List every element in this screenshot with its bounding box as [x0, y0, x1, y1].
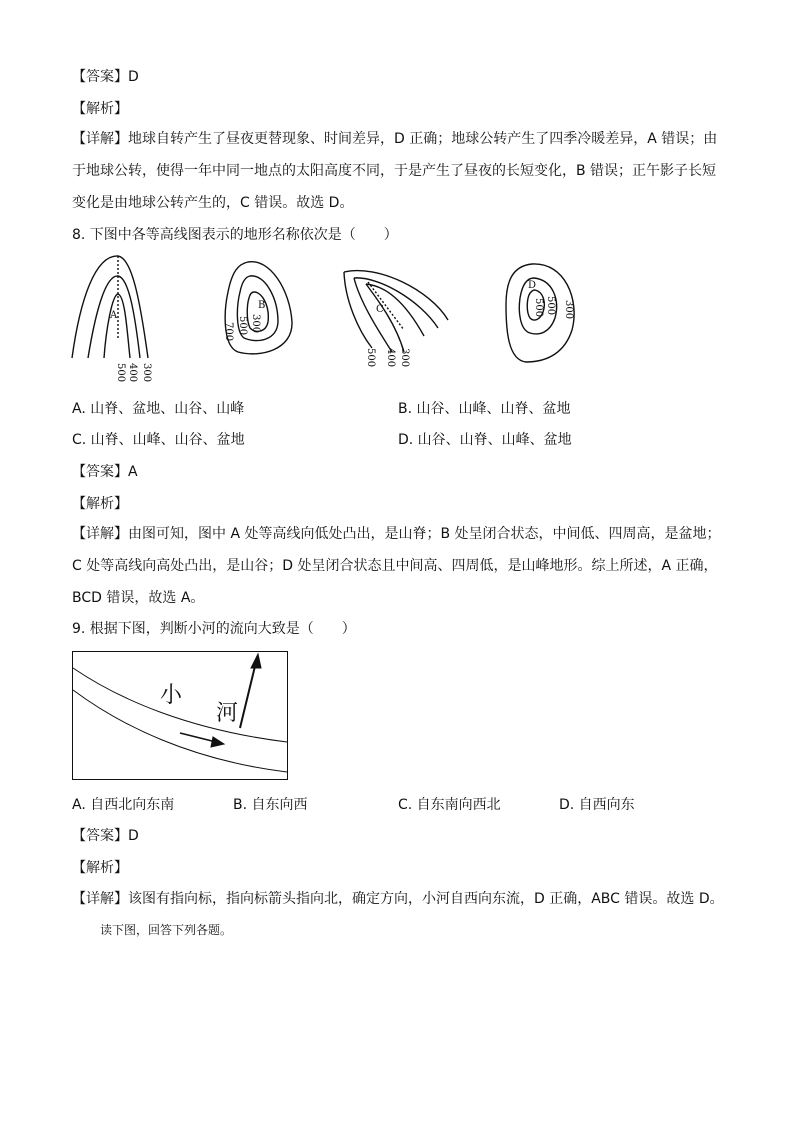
q7-detail: 【详解】地球自转产生了昼夜更替现象、时间差异，D 正确；地球公转产生了四季冷暖差异，A 错误；由于地球公转，使得一年中同一地点的太阳高度不同，于是产生了昼夜的长短变化，B 错误；正午影子长短变化是由地球公转产生的，C 错误。故选 D。 [72, 131, 718, 211]
next-section-prompt: 读下图，回答下列各题。 [100, 923, 233, 937]
q8-fig4-label-300: 300 [563, 300, 574, 320]
q9-stem: 9. 根据下图，判断小河的流向大致是（ ） [72, 621, 356, 637]
q8-fig4-label-500-b: 500 [545, 296, 556, 316]
q9-answer: 【答案】D [72, 828, 139, 844]
q8-stem: 8. 下图中各等高线图表示的地形名称依次是（ ） [72, 227, 398, 243]
q9-figure-frame [73, 652, 288, 780]
q8-option-c: C. 山脊、山峰、山谷、盆地 [72, 432, 245, 448]
q8-fig4-point-label: D [528, 280, 537, 291]
q9-river-char-1: 小 [160, 683, 183, 708]
q8-fig2-label-700: 700 [223, 322, 234, 342]
q8-option-b: B. 山谷、山峰、山脊、盆地 [398, 401, 571, 417]
q8-fig1-label-400: 400 [127, 363, 138, 383]
q8-fig4-label-500-a: 500 [533, 298, 544, 318]
q8-analysis-label: 【解析】 [72, 496, 128, 512]
q9-north-arrow-icon [240, 654, 261, 728]
q8-fig2-label-300: 300 [250, 314, 261, 334]
q8-fig3-label-500: 500 [365, 348, 376, 368]
q9-option-c: C. 自东南向西北 [398, 797, 501, 813]
q8-answer: 【答案】A [72, 464, 138, 480]
q8-fig3-label-300: 300 [399, 348, 410, 368]
q8-fig3-label-400: 400 [385, 348, 396, 368]
q7-answer: 【答案】D [72, 69, 139, 85]
q9-river-char-2: 河 [216, 701, 239, 726]
q8-fig1-point-label: A [110, 310, 118, 321]
q8-fig2-point-label: B [258, 300, 266, 311]
q8-detail: 【详解】由图可知，图中 A 处等高线向低处凸出，是山脊；B 处呈闭合状态，中间低、四周高，是盆地；C 处等高线向高处凸出，是山谷；D 处呈闭合状态且中间高、四周低，是山峰地形。综上所述，A 正确，BCD 错误，故选 A。 [72, 526, 721, 606]
q9-option-b: B. 自东向西 [233, 797, 308, 813]
q8-option-a: A. 山脊、盆地、山谷、山峰 [72, 401, 245, 417]
q9-option-d: D. 自西向东 [559, 797, 635, 813]
q7-analysis-label: 【解析】 [72, 101, 128, 117]
q9-detail: 【详解】该图有指向标，指向标箭头指向北，确定方向，小河自西向东流，D 正确，ABC 错误。故选 D。 [72, 891, 724, 907]
q9-option-a: A. 自西北向东南 [72, 797, 175, 813]
q8-fig1-label-500: 500 [115, 363, 126, 383]
q9-analysis-label: 【解析】 [72, 860, 128, 876]
q8-fig3-point-label: C [376, 304, 384, 315]
q8-fig2-label-500: 500 [237, 316, 248, 336]
q8-fig1-label-300: 300 [141, 363, 152, 383]
q8-option-d: D. 山谷、山脊、山峰、盆地 [398, 432, 572, 448]
q9-flow-arrow-icon [180, 733, 224, 747]
